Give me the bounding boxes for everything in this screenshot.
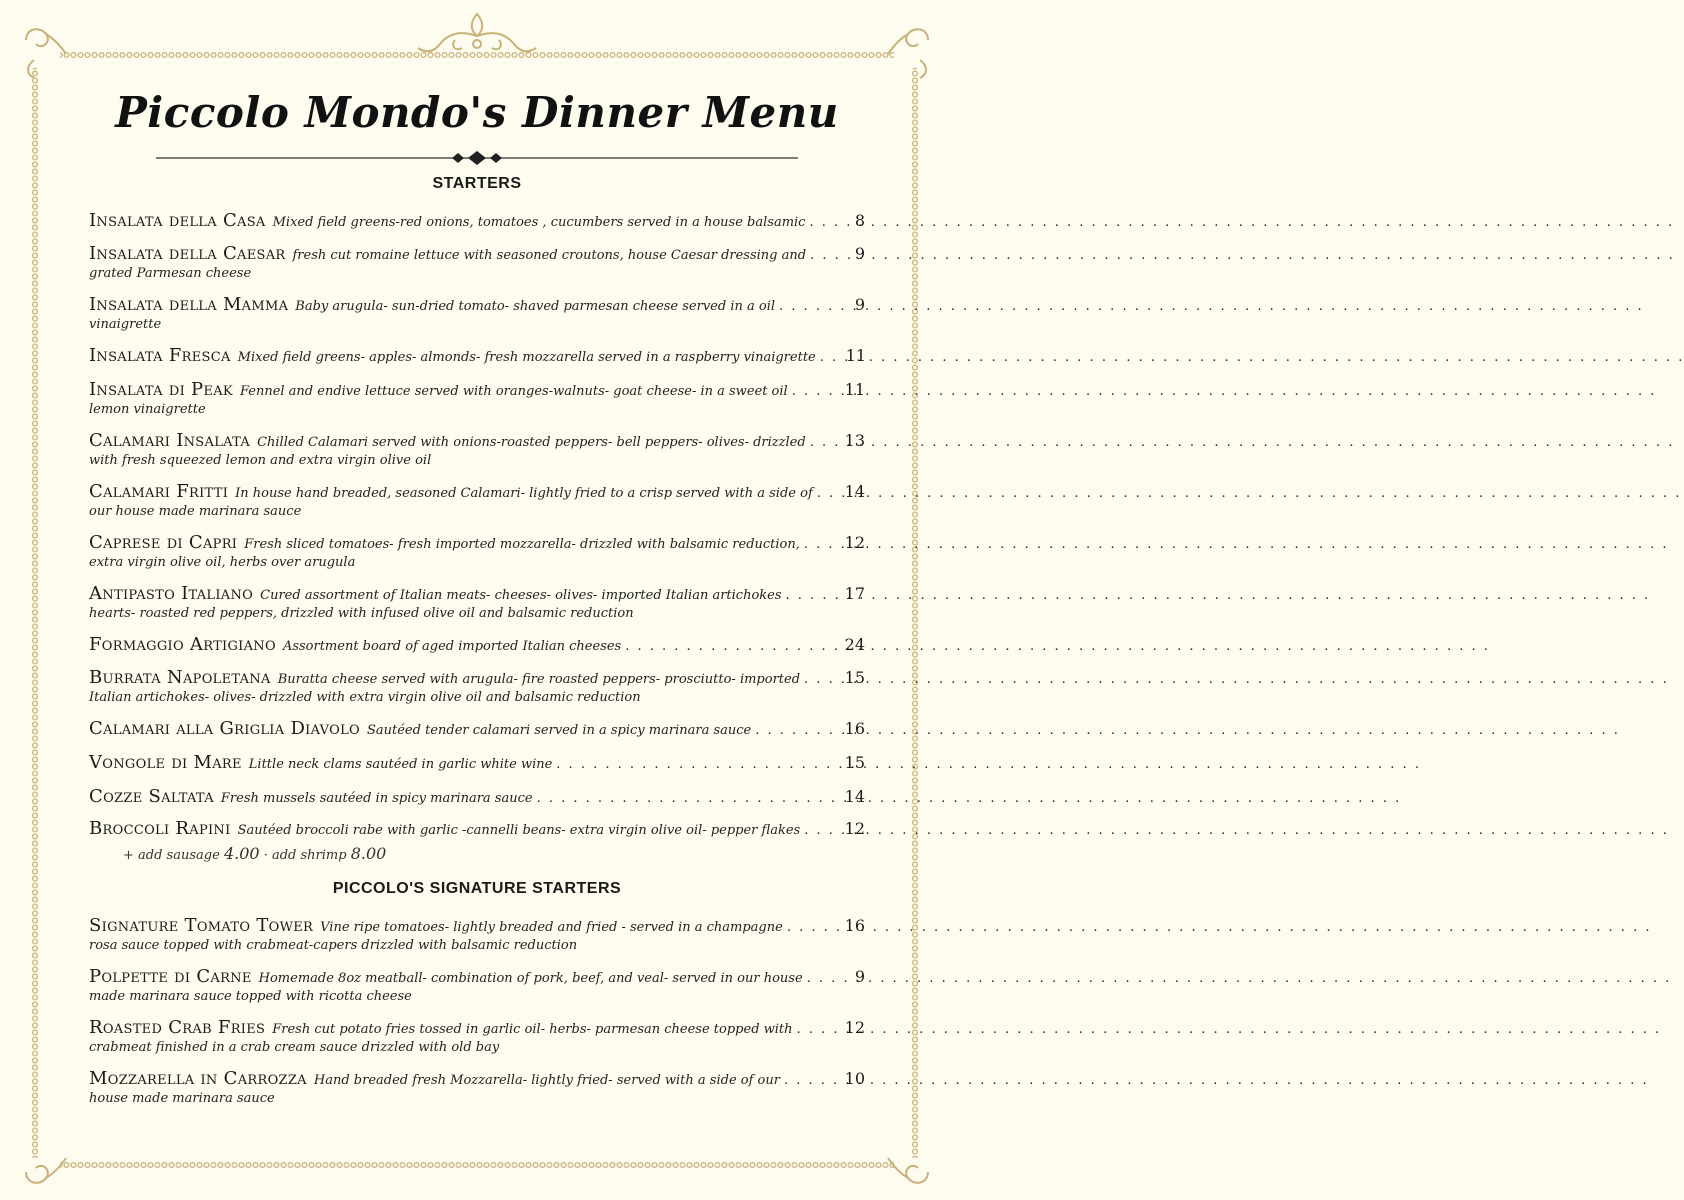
menu-item-description-continued: crabmeat finished in a crab cream sauce drizzled with old bay <box>89 1040 500 1055</box>
menu-item <box>89 966 865 1004</box>
menu-item-description: Sautéed tender calamari served in a spicy marinara sauce <box>366 723 752 738</box>
menu-item-price: 8 <box>854 211 865 230</box>
menu-item <box>89 718 865 739</box>
dot-leader <box>804 823 840 838</box>
menu-item-description: Homemade 8oz meatball- combination of pork, beef, and veal- served in our house <box>258 971 803 986</box>
menu-item-description-continued: with fresh squeezed lemon and extra virgin olive oil <box>89 453 432 468</box>
menu-item-price: 10 <box>844 1069 865 1088</box>
menu-item <box>89 915 865 953</box>
dot-leader <box>797 1022 841 1037</box>
corner-flourish-bottom-right <box>888 1158 928 1183</box>
dot-leader <box>556 757 840 772</box>
menu-item-line <box>89 583 865 604</box>
dot-leader <box>787 920 841 935</box>
section-heading: STARTERS <box>432 175 522 192</box>
menu-item-price: 12 <box>844 533 865 552</box>
menu-item <box>89 1068 865 1106</box>
menu-item-line <box>89 345 865 366</box>
menu-item-price: 9 <box>854 244 865 263</box>
menu-item-description-continued: extra virgin olive oil, herbs over arugula <box>89 555 356 570</box>
menu-item-line <box>89 634 865 655</box>
menu-item-description-continued: lemon vinaigrette <box>89 402 206 417</box>
menu-item <box>89 786 865 807</box>
menu-item-line <box>89 1017 865 1038</box>
addon-price2: 8.00 <box>350 844 387 863</box>
menu-item <box>89 667 865 705</box>
menu-item <box>89 532 865 570</box>
menu-item <box>89 634 865 655</box>
menu-item-description: Cured assortment of Italian meats- cheeses- olives- imported Italian artichokes <box>260 588 782 603</box>
menu-item-name: Caprese di Capri <box>89 532 238 553</box>
menu-item-description: Chilled Calamari served with onions-roasted peppers- bell peppers- olives- drizzled <box>257 435 806 450</box>
menu-item-name: Polpette di Carne <box>89 966 252 987</box>
dot-leader <box>807 971 851 986</box>
menu-item-price: 11 <box>844 380 865 399</box>
menu-item-price: 15 <box>844 668 865 687</box>
menu-item-description: Fennel and endive lettuce served with oranges-walnuts- goat cheese- in a sweet oil <box>239 384 788 399</box>
menu-item-name: Calamari Insalata <box>89 430 251 451</box>
addon-price1: 4.00 <box>223 844 260 863</box>
dot-leader <box>804 672 841 687</box>
menu-item-description: fresh cut romaine lettuce with seasoned croutons, house Caesar dressing and <box>292 248 807 263</box>
menu-item-description: Fresh sliced tomatoes- fresh imported mozzarella- drizzled with balsamic reduction, <box>244 537 800 552</box>
menu-item-description: Assortment board of aged imported Italian cheeses <box>282 639 622 654</box>
menu-item-line <box>89 210 865 231</box>
menu-item-price: 11 <box>845 346 867 365</box>
menu-item-description: Fresh mussels sautéed in spicy marinara sauce <box>220 791 533 806</box>
menu-item-description: Vine ripe tomatoes- lightly breaded and fried - served in a champagne <box>320 920 783 935</box>
menu-item-name: Vongole di Mare <box>89 752 242 773</box>
dot-leader <box>810 248 851 263</box>
dot-leader <box>786 588 841 603</box>
addon-options <box>123 844 386 863</box>
menu-item-price: 17 <box>844 584 865 603</box>
menu-item-description-continued: our house made marinara sauce <box>89 504 302 519</box>
menu-item-description-continued: grated Parmesan cheese <box>89 266 252 281</box>
addon-text1: + add sausage <box>123 848 220 863</box>
dot-leader <box>779 299 851 314</box>
menu-item <box>89 210 865 231</box>
menu-item-line <box>89 915 865 936</box>
menu-item-line <box>89 294 865 315</box>
menu-item-description: Baby arugula- sun-dried tomato- shaved parmesan cheese served in a oil <box>295 299 776 314</box>
menu-item-name: Insalata di Peak <box>89 379 233 400</box>
menu-item-price: 12 <box>844 1018 865 1037</box>
menu-item-name: Formaggio Artigiano <box>89 634 276 655</box>
menu-title: Piccolo Mondo's Dinner Menu <box>115 88 839 137</box>
menu-item-line <box>89 1068 865 1089</box>
menu-item-line <box>89 481 865 502</box>
menu-item-description-continued: vinaigrette <box>89 317 162 332</box>
menu-item-price: 24 <box>844 635 865 654</box>
corner-flourish-bottom-left <box>26 1158 66 1183</box>
menu-item <box>89 818 865 839</box>
menu-item-name: Calamari alla Griglia Diavolo <box>89 718 360 739</box>
menu-item-line <box>89 379 865 400</box>
menu-item <box>89 1017 865 1055</box>
menu-item <box>89 430 865 468</box>
menu-item-name: Calamari Fritti <box>89 481 229 502</box>
menu-item-description: Sautéed broccoli rabe with garlic -cannelli beans- extra virgin olive oil- pepper flakes <box>237 823 801 838</box>
menu-item <box>89 752 865 773</box>
menu-item-line <box>89 532 865 553</box>
menu-item-description: In house hand breaded, seasoned Calamari- lightly fried to a crisp served with a side of <box>235 486 813 501</box>
menu-item-line <box>89 818 865 839</box>
menu-item-line <box>89 243 865 264</box>
menu-item-name: Signature Tomato Tower <box>89 915 314 936</box>
menu-item <box>89 294 865 332</box>
menu-item-name: Burrata Napoletana <box>89 667 271 688</box>
menu-item-name: Roasted Crab Fries <box>89 1017 266 1038</box>
menu-item-name: Insalata Fresca <box>89 345 231 366</box>
menu-item-description-continued: house made marinara sauce <box>89 1091 275 1106</box>
menu-item-description: Fresh cut potato fries tossed in garlic oil- herbs- parmesan cheese topped with <box>272 1022 793 1037</box>
menu-item-price: 9 <box>854 295 865 314</box>
menu-item-line <box>89 752 865 773</box>
menu-item-line <box>89 667 865 688</box>
menu-item <box>89 243 865 281</box>
menu-item <box>89 481 865 519</box>
menu-item-name: Insalata della Mamma <box>89 294 289 315</box>
menu-item-description: Mixed field greens-red onions, tomatoes , cucumbers served in a house balsamic <box>272 215 806 230</box>
dot-leader <box>784 1073 841 1088</box>
addon-sep: · <box>263 848 268 863</box>
corner-flourish-top-left <box>26 29 66 78</box>
menu-item-line <box>89 966 865 987</box>
menu-item-name: Cozze Saltata <box>89 786 214 807</box>
menu-item-name: Insalata della Casa <box>89 210 266 231</box>
menu-item-price: 13 <box>844 431 865 450</box>
top-center-ornament <box>418 14 536 51</box>
section-heading: PICCOLO'S SIGNATURE STARTERS <box>332 880 622 897</box>
menu-item-line <box>89 786 865 807</box>
dot-leader <box>810 435 841 450</box>
menu-item-description: Little neck clams sautéed in garlic white wine <box>248 757 553 772</box>
menu-item-price: 14 <box>844 787 865 806</box>
menu-item-line <box>89 430 865 451</box>
dot-leader <box>820 350 842 365</box>
dot-leader <box>625 639 840 654</box>
menu-item-description: Hand breaded fresh Mozzarella- lightly fried- served with a side of our <box>313 1073 780 1088</box>
menu-item-name: Mozzarella in Carrozza <box>89 1068 307 1089</box>
menu-item <box>89 345 865 366</box>
menu-item-description-continued: Italian artichokes- olives- drizzled with extra virgin olive oil and balsamic reduction <box>89 690 641 705</box>
menu-item-price: 15 <box>844 753 865 772</box>
menu-item <box>89 379 865 417</box>
menu-item-price: 16 <box>844 916 865 935</box>
menu-item-description-continued: made marinara sauce topped with ricotta cheese <box>89 989 412 1004</box>
menu-item-description: Buratta cheese served with arugula- fire roasted peppers- prosciutto- imported <box>277 672 801 687</box>
menu-item-price: 14 <box>844 482 865 501</box>
menu-item-price: 12 <box>844 819 865 838</box>
dot-leader <box>755 723 840 738</box>
menu-item-name: Insalata della Caesar <box>89 243 286 264</box>
dot-leader <box>537 791 841 806</box>
title-divider <box>156 150 798 166</box>
menu-item-name: Antipasto Italiano <box>89 583 254 604</box>
addon-text2: add shrimp <box>271 848 347 863</box>
menu-item-description-continued: rosa sauce topped with crabmeat-capers drizzled with balsamic reduction <box>89 938 578 953</box>
corner-flourish-top-right <box>888 29 928 78</box>
menu-item <box>89 583 865 621</box>
dot-leader <box>804 537 841 552</box>
dot-leader <box>809 215 850 230</box>
menu-item-description: Mixed field greens- apples- almonds- fresh mozzarella served in a raspberry vinaigrette <box>237 350 816 365</box>
menu-item-name: Broccoli Rapini <box>89 818 231 839</box>
menu-item-price: 9 <box>854 967 865 986</box>
menu-item-description-continued: hearts- roasted red peppers, drizzled with infused olive oil and balsamic reduction <box>89 606 634 621</box>
menu-item-line <box>89 718 865 739</box>
dot-leader <box>792 384 841 399</box>
dot-leader <box>817 486 841 501</box>
menu-item-price: 16 <box>844 719 865 738</box>
